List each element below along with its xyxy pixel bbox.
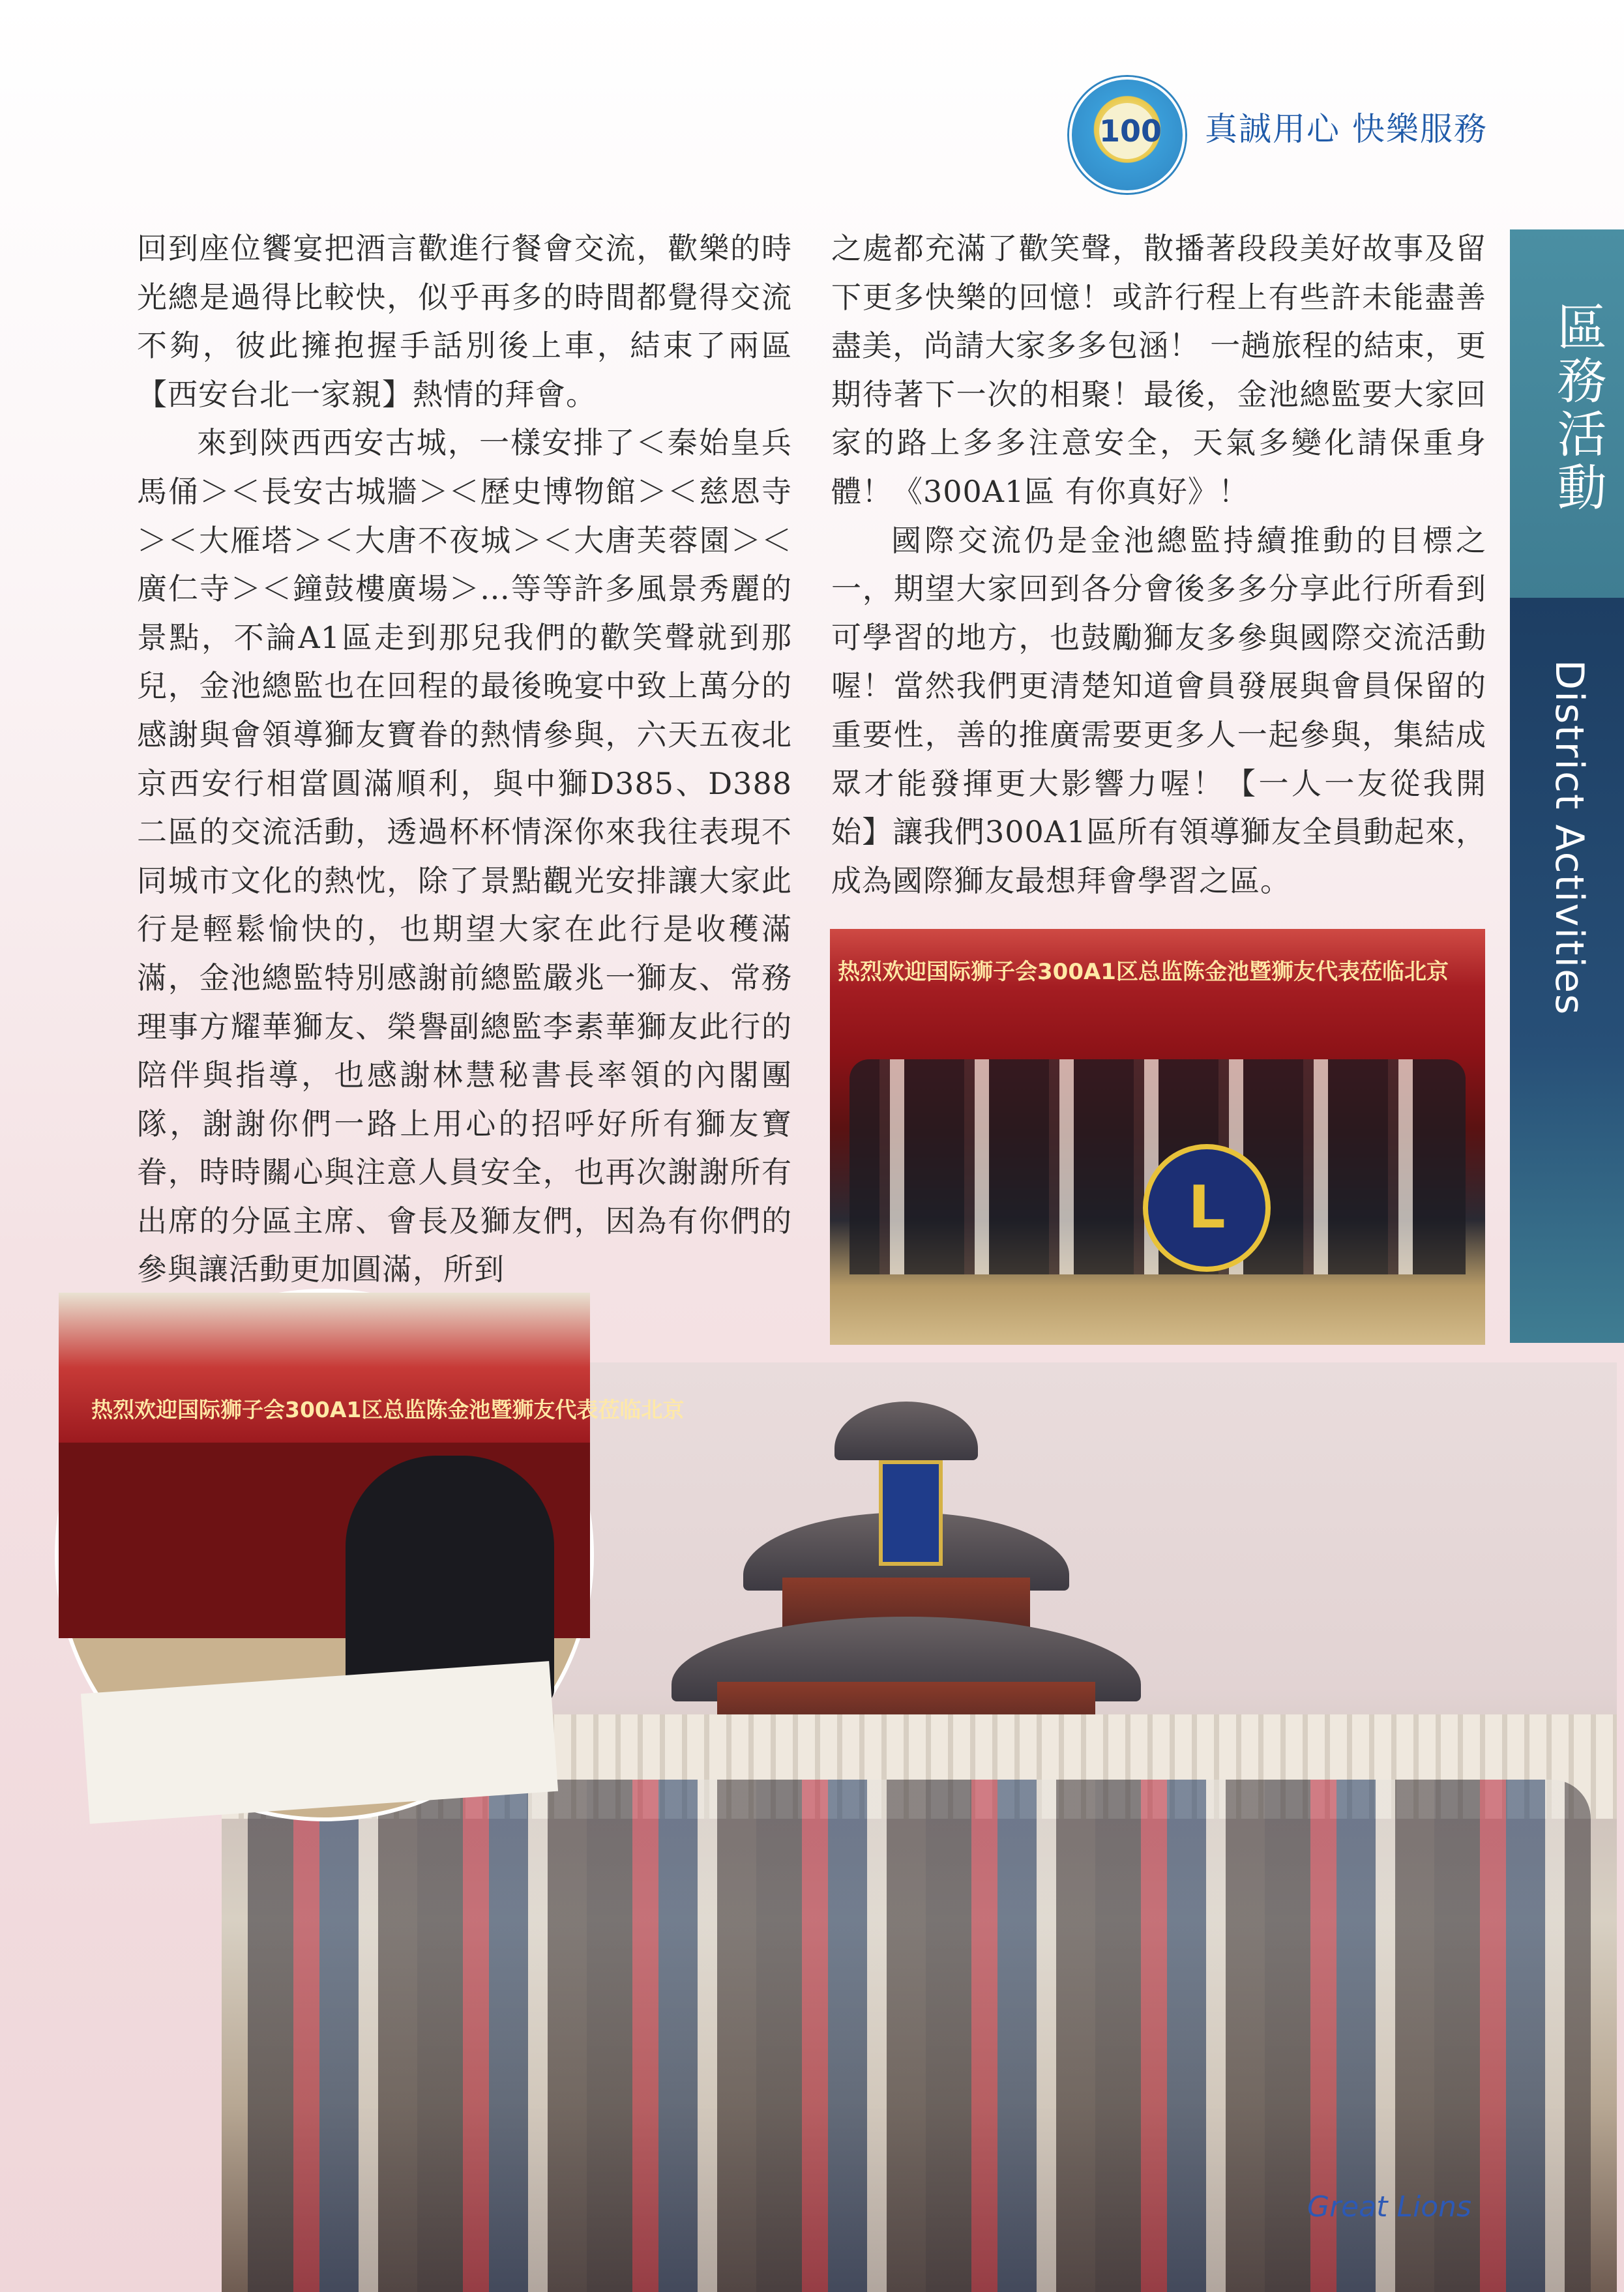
footer-brand: Great Lions [1307, 2190, 1471, 2224]
meeting-group-photo [830, 929, 1485, 1345]
temple-roof-top [834, 1402, 978, 1460]
welcome-banner: 热烈欢迎国际狮子会300A1区总监陈金池暨狮友代表莅临北京 [838, 959, 1449, 985]
centennial-logo [1069, 77, 1185, 193]
section-tab-english-label: District Activities [1546, 660, 1592, 1016]
logo-number: 100 [1099, 103, 1155, 159]
article-column-right [831, 224, 1486, 905]
article-paragraph: 國際交流仍是金池總監持續推動的目標之一，期望大家回到各分會後多多分享此行所看到可學習的地方，也鼓勵獅友多參與國際交流活動喔！當然我們更清楚知道會員發展與會員保留的重要性，善的推廣需要更多人一起參與，集結成眾才能發揮更大影響力喔！【一人一友從我開始】讓我們300A1區所有領導獅友全員動起來，成為國際獅友最想拜會學習之區。 [831, 522, 1486, 898]
lions-emblem-icon: L [1143, 1144, 1271, 1272]
article-column-left [137, 224, 792, 1294]
temple-plaque [879, 1460, 943, 1566]
article-paragraph: 之處都充滿了歡笑聲，散播著段段美好故事及留下更多快樂的回憶！或許行程上有些許未能盡善盡美，尚請大家多多包涵！ 一趟旅程的結束，更期待著下一次的相聚！最後，金池總監要大家回家的路上多多注意安全，天氣多變化請保重身體！《300A1區 有你真好》！ [831, 231, 1486, 509]
article-paragraph: 回到座位饗宴把酒言歡進行餐會交流，歡樂的時光總是過得比較快，似乎再多的時間都覺得交流不夠，彼此擁抱握手話別後上車，結束了兩區【西安台北一家親】熱情的拜會。 [137, 231, 792, 412]
header-slogan: 真誠用心 快樂服務 [1205, 110, 1488, 148]
welcome-banner-small: 热烈欢迎国际狮子会300A1区总监陈金池暨狮友代表莅临北京 [91, 1397, 685, 1422]
article-paragraph: 來到陝西西安古城，一樣安排了＜秦始皇兵馬俑＞＜長安古城牆＞＜歷史博物館＞＜慈恩寺＞＜大雁塔＞＜大唐不夜城＞＜大唐芙蓉園＞＜廣仁寺＞＜鐘鼓樓廣場＞…等等許多風景秀麗的景點，不論A1區走到那兒我們的歡笑聲就到那兒，金池總監也在回程的最後晚宴中致上萬分的感謝與會領導獅友寶眷的熱情參與，六天五夜北京西安行相當圓滿順利，與中獅D385、D388二區的交流活動，透過杯杯情深你來我往表現不同城市文化的熱忱，除了景點觀光安排讓大家此行是輕鬆愉快的，也期望大家在此行是收穫滿滿，金池總監特別感謝前總監嚴兆一獅友、常務理事方耀華獅友、榮譽副總監李素華獅友此行的陪伴與指導，也感謝林慧秘書長率領的內閣團隊，謝謝你們一路上用心的招呼好所有獅友寶眷，時時關心與注意人員安全，也再次謝謝所有出席的分區主席、會長及獅友們，因為有你們的參與讓活動更加圓滿，所到 [137, 425, 792, 1287]
section-tab-chinese [1510, 229, 1624, 598]
calligraphy-photo [55, 1289, 685, 1821]
section-tab-chinese-label: 區務活動 [1549, 301, 1607, 515]
section-tab-english [1510, 598, 1624, 1343]
